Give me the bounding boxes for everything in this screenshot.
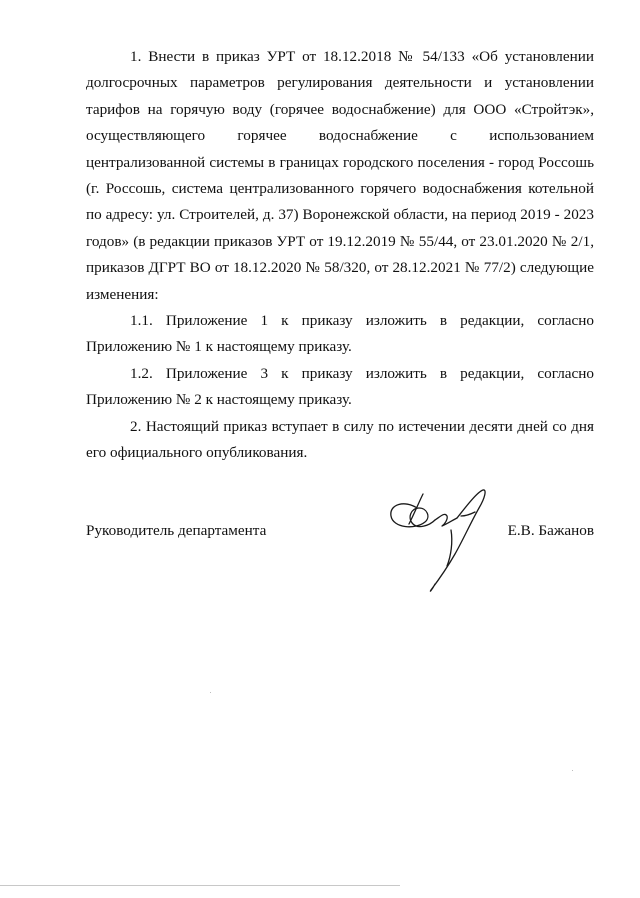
- signer-position: Руководитель департамента: [86, 522, 267, 539]
- paragraph-item-1-1-appendix-1: 1.1. Приложение 1 к приказу изложить в редакции, согласно Приложению № 1 к настоящему приказу.: [86, 312, 594, 356]
- signature-block: [86, 522, 594, 552]
- scan-speck: [210, 692, 211, 693]
- paragraph-item-1-2-appendix-3: 1.2. Приложение 3 к приказу изложить в редакции, согласно Приложению № 2 к настоящему приказу.: [86, 364, 594, 409]
- signer-name: Е.В. Бажанов: [507, 522, 594, 539]
- paragraph-item-1-changes: 1. Внести в приказ УРТ от 18.12.2018 № 54/133 «Об установлении долгосрочных параметров регулирования деятельности и установлении тарифов на горячую воду (горячее водоснабжение) для ООО «Стройтэк», осуществляющего горячее водоснабжение с использованием централизованной системы в границах городского поселения - город Россошь (г. Россошь, система централизованного горячего водоснабжения котельной по адресу: ул. Строителей, д. 37) Воронежской области, на период 2019 - 2023 годов» (в редакции приказов УРТ от 19.12.2019 № 55/44, от 23.01.2020 № 2/1, приказов ДГРТ ВО от 18.12.2020 № 58/320, от 28.12.2021 № 77/2) следующие изменения:: [86, 48, 594, 303]
- paragraph-item-2-effective-date: 2. Настоящий приказ вступает в силу по истечении десяти дней со дня его официального опубликования.: [86, 417, 594, 462]
- document-body: [86, 44, 594, 467]
- handwritten-signature: [385, 486, 495, 598]
- page-edge-line: [0, 885, 400, 886]
- scan-speck: [572, 770, 573, 771]
